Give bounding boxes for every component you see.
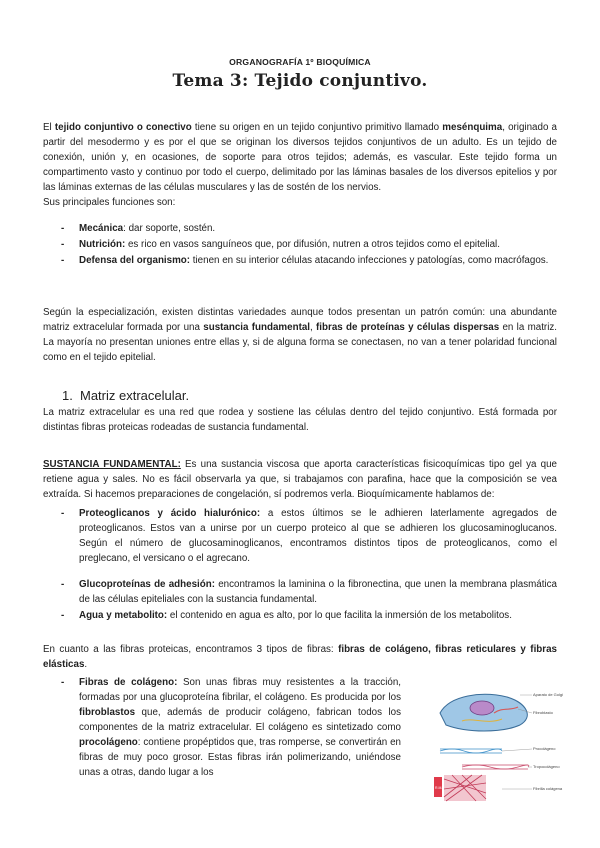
tropocollagen-strands: [462, 765, 529, 769]
figure-label: Tropocolágeno: [533, 764, 560, 769]
page-title: Tema 3: Tejido conjuntivo.: [172, 71, 428, 91]
component-item: - Proteoglicanos y ácido hialurónico: a estos últimos se le adhieren laterlamente agregados de proteoglicanos. Estos van a unirse por un cuerpo proteico al que se adhieren los glucosaminoglucanos. Según el número de glucosaminoglicanos, encontramos distintos tipos de proteoglicanos, como el preglecano, el versicano o el agrecano.: [61, 508, 557, 564]
figure-label: Fibrilla colágena: [533, 786, 563, 791]
component-item: - Glucoproteínas de adhesión: encontramos la laminina o la fibronectina, que unen la membrana plasmática de las células epiteliales con la sustancia fundamental.: [61, 579, 557, 605]
micrograph-badge-label: R.M.: [435, 786, 443, 790]
figure-label: Procolágeno: [533, 746, 556, 751]
collagen-synthesis-figure: [432, 683, 572, 803]
component-item: - Agua y metabolito: el contenido en agua es alto, por lo que facilita la inmersión de los metabolitos.: [61, 610, 512, 621]
collagen-item: - Fibras de colágeno: Son unas fibras muy resistentes a la tracción, formadas por una glucoproteína fibrilar, el colágeno. Es producida por los fibroblastos que, además de producir colágeno, fabrican todos los componentes de la matriz extracelular. El colágeno es sintetizado como procolágeno: contiene propéptidos que, tras romperse, se convertirán en fibras de muy poco grosor. Estas fibras irán polimerizando, uniéndose unas a otras, dando lugar a los: [61, 677, 401, 778]
intro-paragraph: El tejido conjuntivo o conectivo tiene su origen en un tejido conjuntivo primitivo llamado mesénquima, originado a partir del mesodermo y es por el que se originan los diversos tejidos conjuntivos de un adulto. Es un tejido de conexión, unión y, en ocasiones, de soporte para otros tejidos; además, es vascular. Este tejido forma un compartimento vasto y continuo por todo el cuerpo, delimitado por las láminas basales de los diversos epitelios y por las láminas externas de las células musculares y las de sostén de los nervios. Sus principales funciones son:: [43, 122, 558, 208]
document-header: ORGANOGRAFÍA 1º BIOQUÍMICA: [229, 57, 371, 67]
section-heading: 1. Matriz extracelular.: [62, 388, 190, 403]
variety-paragraph: Según la especialización, existen distintas variedades aunque todos presentan un patrón común: una abundante matriz extracelular formada por una sustancia fundamental, fibras de proteínas y células dispersas en la matriz. La mayoría no presentan uniones entre ellas y, si de alguna forma se conectasen, no van a tener polaridad funcional como en el tejido epitelial.: [43, 307, 557, 363]
procollagen-strands: [440, 749, 502, 753]
figure-label: Fibroblasto: [533, 710, 553, 715]
section-paragraph: La matriz extracelular es una red que rodea y sostiene las células dentro del tejido conjuntivo. Está formada por distintas fibras proteicas rodeadas de sustancia fundamental.: [43, 407, 557, 433]
function-item: - Nutrición: es rico en vasos sanguíneos que, por difusión, nutren a otros tejidos como el epitelial.: [61, 239, 500, 250]
sustancia-paragraph: SUSTANCIA FUNDAMENTAL: Es una sustancia viscosa que aporta características fisicoquímicas tipo gel ya que retiene agua y sales. No es fácil observarla ya que, si trabajamos con parafina, hace que la composición se vea extraída. Si hacemos preparaciones de congelación, sí podremos verla. Bioquímicamente hablamos de:: [43, 459, 557, 500]
function-item: - Mecánica: dar soporte, sostén.: [61, 223, 216, 234]
figure-label: Aparato de Golgi: [533, 692, 564, 697]
function-item: - Defensa del organismo: tienen en su interior células atacando infecciones y patologías, como macrófagos.: [61, 255, 549, 266]
fibers-paragraph: En cuanto a las fibras proteicas, encontramos 3 tipos de fibras: fibras de colágeno, fibras reticulares y fibras elásticas.: [43, 644, 557, 670]
nucleus-shape: [470, 701, 494, 715]
